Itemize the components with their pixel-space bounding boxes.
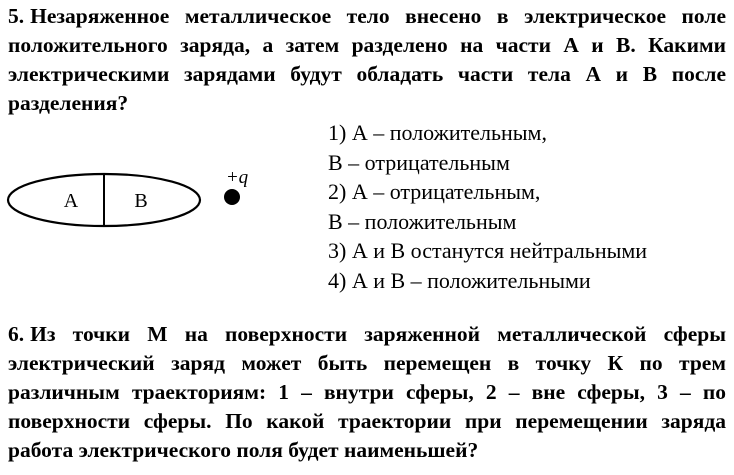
metal-body-figure (0, 160, 300, 250)
question-5-number: 5. (8, 4, 25, 28)
charge-label: +q (225, 167, 249, 188)
question-6-body: Из точки М на поверхности заряженной металлической сферы электрический заряд может быть перемещен в точку К по трем различным траекториям: 1 – внутри сферы, 2 – вне сферы, 3 – по поверхности сферы. По какой траектории при перемещении заряда работа электрического поля будет наименьшей? (8, 322, 726, 462)
question-6-number: 6. (8, 322, 25, 346)
part-a-label: А (63, 190, 79, 212)
part-b-label: В (134, 190, 148, 212)
option-1-line-2: В – отрицательным (328, 149, 510, 175)
option-2-line-2: В – положительным (328, 208, 517, 234)
option-3: 3) А и В останутся нейтральными (328, 238, 648, 263)
question-5-text (8, 2, 726, 118)
question-5-options (328, 118, 647, 295)
option-4: 4) А и В – положительными (328, 267, 591, 293)
option-1-line-1: 1) А – положительным, (328, 120, 547, 145)
question-5-body: Незаряженное металлическое тело внесено в электрическое поле положительного заряда, а затем разделено на части А и В. Какими электрическими зарядами будут обладать части тела А и В после разделения? (8, 4, 726, 115)
point-charge-dot (224, 189, 240, 205)
figure-drawing (0, 160, 300, 250)
question-6-text (8, 320, 726, 465)
option-2-line-1: 2) А – отрицательным, (328, 179, 541, 204)
